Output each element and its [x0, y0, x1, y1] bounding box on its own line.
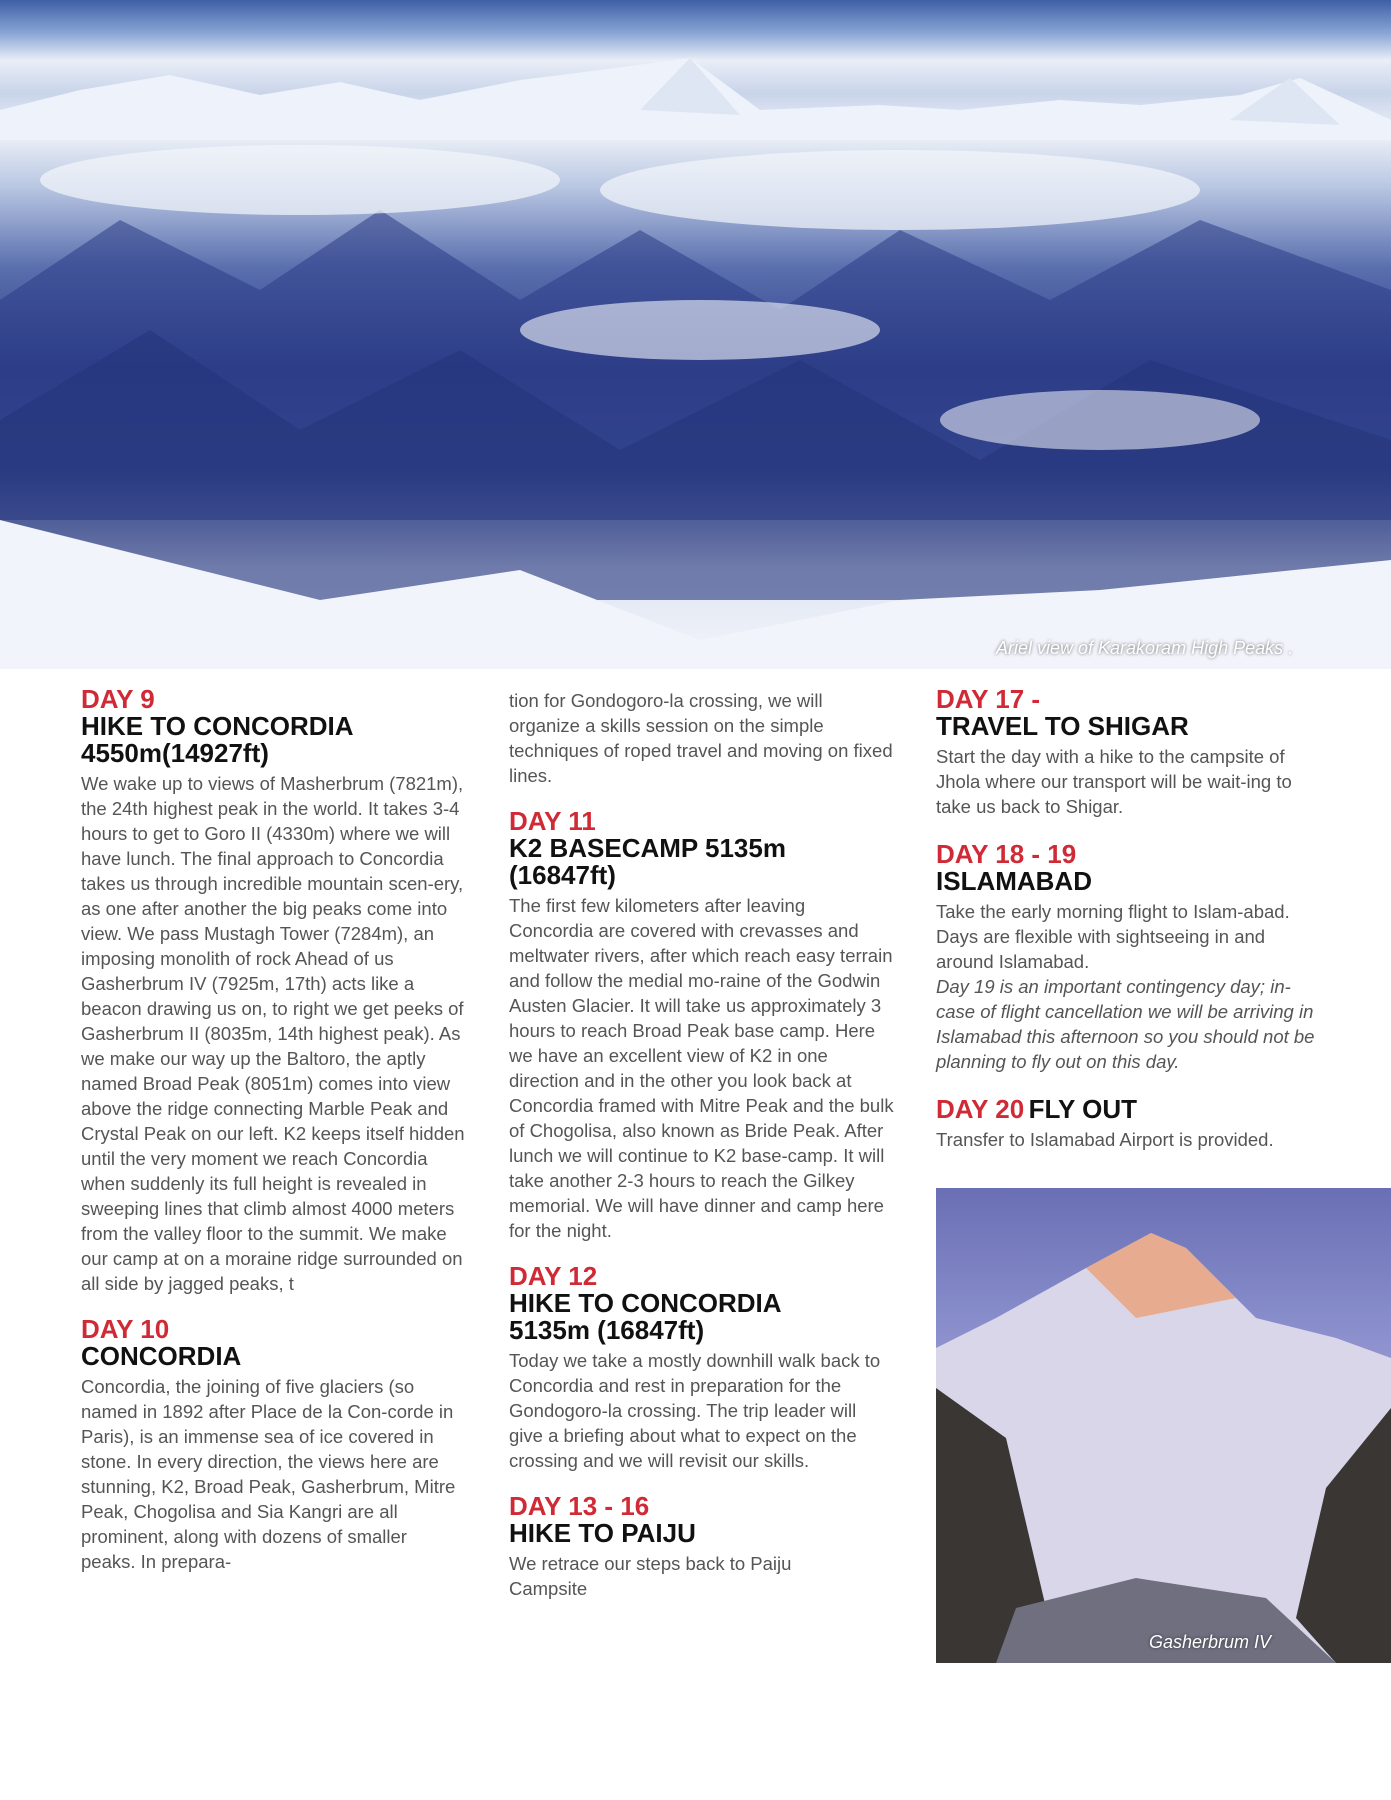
day-description: We wake up to views of Masherbrum (7821m), the 24th highest peak in the world. It takes 3-4 hours to get to Goro II (4330m) where we will have lunch. The final approach to Concordia takes us through incredible mountain scen-ery, as one after another the big peaks come into view. We pass Mustagh Tower (7284m), an imposing monolith of rock Ahead of us Gasherbrum IV (7925m, 17th) acts like a beacon drawing us on, to right we get peeks of Gasherbrum II (8035m, 14th highest peak). As we make our way up the Baltoro, the aptly named Broad Peak (8051m) comes into view above the ridge connecting Marble Peak and Crystal Peak on our left. K2 keeps itself hidden until the very moment we reach Concordia when suddenly its full height is revealed in sweeping lines that climb almost 4000 meters from the valley floor to the summit. We make our camp at on a moraine ridge surrounded on all side by jagged peaks, t	[81, 773, 465, 1294]
day-label: DAY 17 -	[936, 684, 1041, 714]
day-description: Concordia, the joining of five glaciers (so named in 1892 after Place de la Con-corde in Paris), is an immense sea of ice covered in stone. In every direction, the views here are stunning, K2, Broad Peak, Gasherbrum, Mitre Peak, Chogolisa and Sia Kangri are all prominent, along with dozens of smaller peaks. In prepara-	[81, 1376, 456, 1572]
hero-photo-karakoram	[0, 0, 1391, 669]
day-title: HIKE TO CONCORDIA 5135m (16847ft)	[509, 1288, 781, 1345]
day-title: CONCORDIA	[81, 1341, 242, 1371]
day-label: DAY 9	[81, 684, 155, 714]
column-2	[509, 688, 894, 1621]
day-12-section	[509, 1263, 894, 1473]
day-title: FLY OUT	[1028, 1094, 1137, 1124]
day-10-section	[81, 1316, 466, 1574]
hero-caption: Ariel view of Karakoram High Peaks .	[996, 638, 1294, 658]
day-20-section	[936, 1096, 1321, 1152]
day-description: Transfer to Islamabad Airport is provided.	[936, 1129, 1274, 1150]
day-title: HIKE TO PAIJU	[509, 1518, 696, 1548]
day-label: DAY 13 - 16	[509, 1491, 650, 1521]
day-title: HIKE TO CONCORDIA 4550m(14927ft)	[81, 711, 353, 768]
day-18-19-section	[936, 841, 1321, 1074]
photo-caption: Gasherbrum IV	[1149, 1632, 1272, 1652]
day-description: Start the day with a hike to the campsite of Jhola where our transport will be wait-ing to take us back to Shigar.	[936, 746, 1292, 817]
day-label: DAY 20	[936, 1094, 1025, 1124]
column-1	[81, 686, 466, 1594]
continued-text: tion for Gondogoro-la crossing, we will organize a skills session on the simple techniques of roped travel and moving on fixed lines.	[509, 690, 893, 786]
day-description: Take the early morning flight to Islam-abad. Days are flexible with sightseeing in and around Islamabad.	[936, 901, 1290, 972]
gasherbrum-iv-photo	[936, 1188, 1391, 1663]
day-title: ISLAMABAD	[936, 866, 1092, 896]
day-description: The first few kilometers after leaving Concordia are covered with crevasses and meltwater rivers, after which reach easy terrain and follow the medial mo-raine of the Godwin Austen Glacier. It will take us approximately 3 hours to reach Broad Peak base camp. Here we have an excellent view of K2 in one direction and in the other you look back at Concordia framed with Mitre Peak and the bulk of Chogolisa, also known as Bride Peak. After lunch we will continue to K2 base-camp. It will take another 2-3 hours to reach the Gilkey memorial. We will have dinner and camp here for the night.	[509, 895, 894, 1241]
day-9-section	[81, 686, 466, 1296]
contingency-note: Day 19 is an important contingency day; in-case of flight cancellation we will be arriving in Islamabad this afternoon so you should not be planning to fly out on this day.	[936, 976, 1315, 1072]
day-description: Today we take a mostly downhill walk back to Concordia and rest in preparation for the Gondogoro-la crossing. The trip leader will give a briefing about what to expect on the crossing and we will revisit our skills.	[509, 1350, 881, 1471]
day-label: DAY 11	[509, 806, 596, 836]
day-13-16-section	[509, 1493, 894, 1601]
day-label: DAY 12	[509, 1261, 598, 1291]
day-label: DAY 10	[81, 1314, 170, 1344]
peak-illustration	[936, 1188, 1391, 1663]
day-11-section	[509, 808, 894, 1243]
column-3	[936, 686, 1321, 1172]
day-description: We retrace our steps back to Paiju Campsite	[509, 1553, 792, 1599]
day-title: TRAVEL TO SHIGAR	[936, 711, 1189, 741]
day-title: K2 BASECAMP 5135m (16847ft)	[509, 833, 786, 890]
mountain-illustration	[0, 0, 1391, 669]
day-17-section	[936, 686, 1321, 819]
day-label: DAY 18 - 19	[936, 839, 1077, 869]
